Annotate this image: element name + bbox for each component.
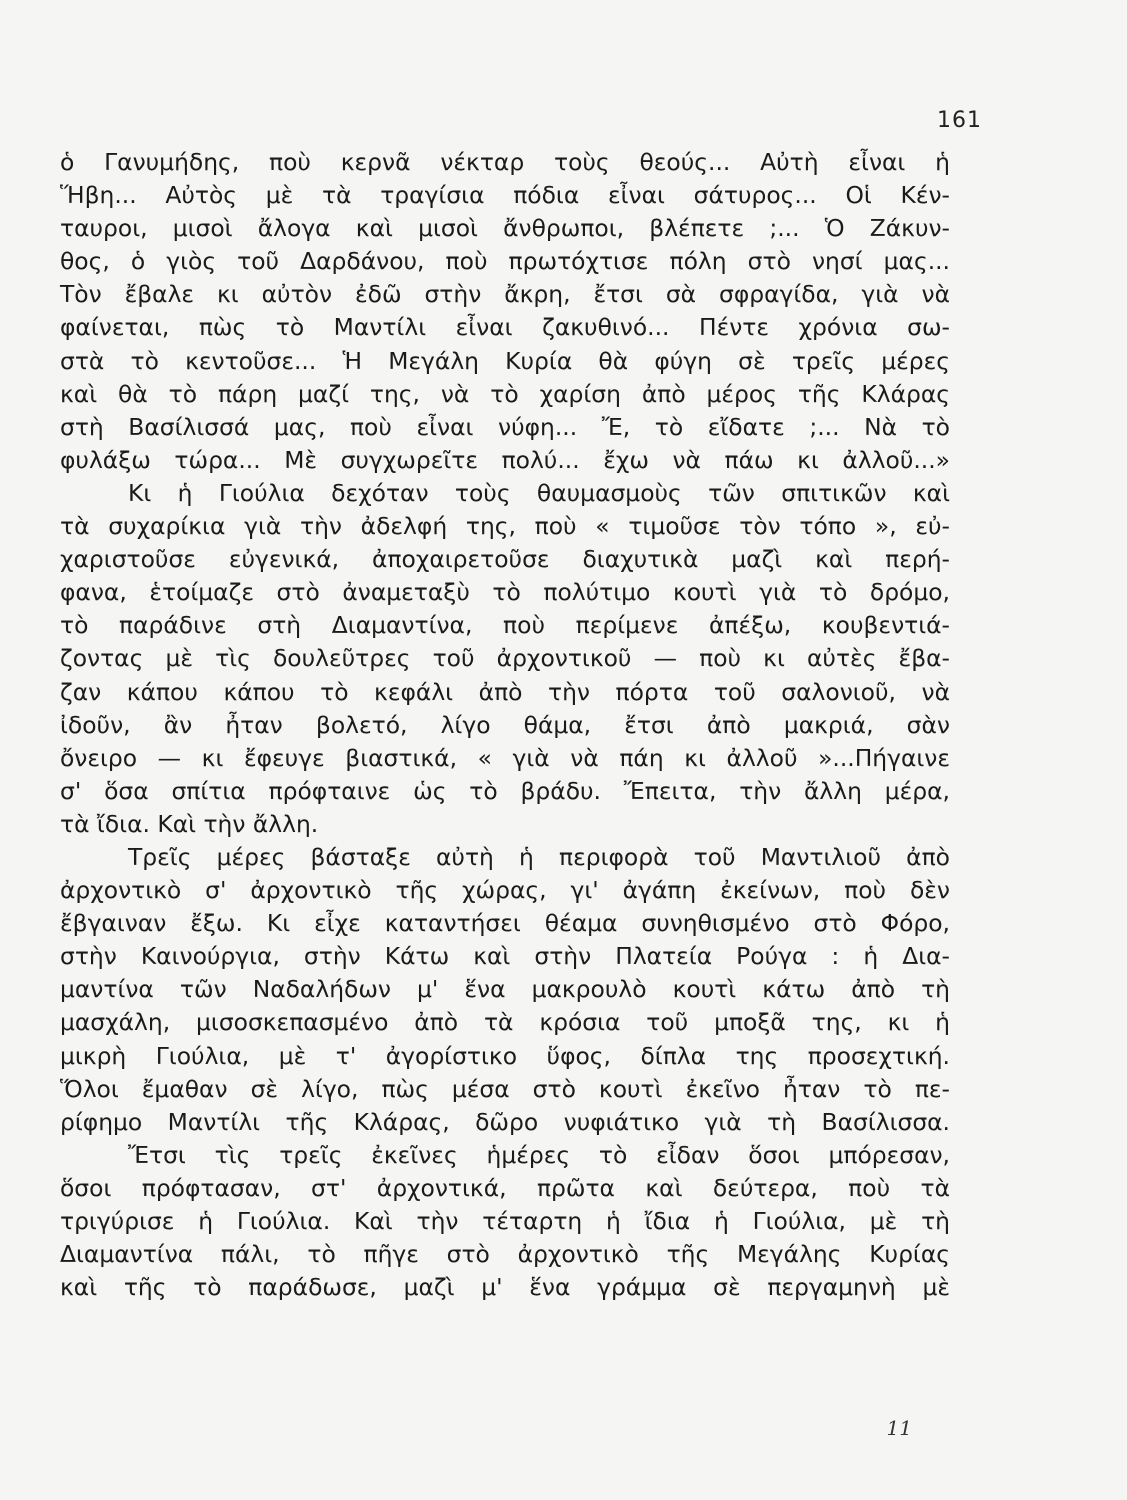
paragraph-start-line: Κι ἡ Γιούλια δεχόταν τοὺς θαυμασμοὺς τῶν σπιτικῶν καὶ <box>128 478 950 507</box>
text-line: τὸ παράδινε στὴ Διαμαντίνα, ποὺ περίμενε ἀπέξω, κουβεντιά- <box>60 611 950 640</box>
text-line: Ἥβη... Αὐτὸς μὲ τὰ τραγίσια πόδια εἶναι σάτυρος... Οἱ Κέν- <box>60 181 950 210</box>
text-line: καὶ θὰ τὸ πάρη μαζί της, νὰ τὸ χαρίση ἀπὸ μέρος τῆς Κλάρας <box>60 379 950 408</box>
text-line: σ' ὅσα σπίτια πρόφταινε ὡς τὸ βράδυ. Ἔπειτα, τὴν ἄλλη μέρα, <box>60 776 950 805</box>
text-line: τὰ συχαρίκια γιὰ τὴν ἀδελφή της, ποὺ « τιμοῦσε τὸν τόπο », εὐ- <box>60 512 950 541</box>
text-line: τριγύρισε ἡ Γιούλια. Καὶ τὴν τέταρτη ἡ ἴδια ἡ Γιούλια, μὲ τὴ <box>60 1207 950 1235</box>
text-line: ἔβγαιναν ἔξω. Κι εἶχε καταντήσει θέαμα συνηθισμένο στὸ Φόρο, <box>60 909 950 938</box>
text-line: μικρὴ Γιούλια, μὲ τ' ἀγορίστικο ὕφος, δίπλα της προσεχτική. <box>60 1041 950 1070</box>
text-line: ἀρχοντικὸ σ' ἀρχοντικὸ τῆς χώρας, γι' ἀγάπη ἐκείνων, ποὺ δὲν <box>60 876 950 905</box>
text-line: στὴν Καινούργια, στὴν Κάτω καὶ στὴν Πλατεία Ρούγα : ἡ Δια- <box>60 942 950 971</box>
text-line: Ὅλοι ἔμαθαν σὲ λίγο, πὼς μέσα στὸ κουτὶ ἐκεῖνο ἦταν τὸ πε- <box>60 1074 950 1103</box>
text-line: μαντίνα τῶν Ναδαλήδων μ' ἕνα μακρουλὸ κουτὶ κάτω ἀπὸ τὴ <box>60 975 950 1004</box>
paragraph-end-line: τὰ ἴδια. Καὶ τὴν ἄλλη. <box>60 809 319 838</box>
text-line: θος, ὁ γιὸς τοῦ Δαρδάνου, ποὺ πρωτόχτισε πόλη στὸ νησί μας... <box>60 247 950 276</box>
text-line: ὅσοι πρόφτασαν, στ' ἀρχοντικά, πρῶτα καὶ δεύτερα, ποὺ τὰ <box>60 1173 950 1202</box>
text-line: ζαν κάπου κάπου τὸ κεφάλι ἀπὸ τὴν πόρτα τοῦ σαλονιοῦ, νὰ <box>60 677 950 706</box>
text-line: ταυροι, μισοὶ ἄλογα καὶ μισοὶ ἄνθρωποι, βλέπετε ;... Ὁ Ζάκυν- <box>60 214 950 243</box>
text-line: στὴ Βασίλισσά μας, ποὺ εἶναι νύφη... Ἔ, τὸ εἴδατε ;... Νὰ τὸ <box>60 412 950 441</box>
paragraph-start-line: Ἔτσι τὶς τρεῖς ἐκεῖνες ἡμέρες τὸ εἶδαν ὅσοι μπόρεσαν, <box>128 1140 950 1169</box>
text-line: μασχάλη, μισοσκεπασμένο ἀπὸ τὰ κρόσια τοῦ μποξᾶ της, κι ἡ <box>60 1008 950 1037</box>
text-line: χαριστοῦσε εὐγενικά, ἀποχαιρετοῦσε διαχυτικὰ μαζὶ καὶ περή- <box>60 545 950 574</box>
text-line: ὁ Γανυμήδης, ποὺ κερνᾶ νέκταρ τοὺς θεούς... Αὐτὴ εἶναι ἡ <box>60 148 950 176</box>
text-line: ρίφημο Μαντίλι τῆς Κλάρας, δῶρο νυφιάτικο γιὰ τὴ Βασίλισσα. <box>60 1107 950 1136</box>
text-line: Διαμαντίνα πάλι, τὸ πῆγε στὸ ἀρχοντικὸ τῆς Μεγάλης Κυρίας <box>60 1240 950 1269</box>
text-line: στὰ τὸ κεντοῦσε... Ἡ Μεγάλη Κυρία θὰ φύγη σὲ τρεῖς μέρες <box>60 346 950 375</box>
text-line: ὄνειρο — κι ἔφευγε βιαστικά, « γιὰ νὰ πάη κι ἀλλοῦ »...Πήγαινε <box>60 743 950 772</box>
text-line: Τὸν ἔβαλε κι αὐτὸν ἐδῶ στὴν ἄκρη, ἔτσι σὰ σφραγίδα, γιὰ νὰ <box>60 280 950 309</box>
paragraph-start-line: Τρεῖς μέρες βάσταξε αὐτὴ ἡ περιφορὰ τοῦ Μαντιλιοῦ ἀπὸ <box>128 842 950 871</box>
text-line: καὶ τῆς τὸ παράδωσε, μαζὶ μ' ἕνα γράμμα σὲ περγαμηνὴ μὲ <box>60 1273 950 1302</box>
text-line: φανα, ἑτοίμαζε στὸ ἀναμεταξὺ τὸ πολύτιμο κουτὶ γιὰ τὸ δρόμο, <box>60 578 950 607</box>
text-line: φαίνεται, πὼς τὸ Μαντίλι εἶναι ζακυθινό... Πέντε χρόνια σω- <box>60 313 950 342</box>
body-text <box>60 146 950 1304</box>
text-line: ζοντας μὲ τὶς δουλεῦτρες τοῦ ἀρχοντικοῦ — ποὺ κι αὐτὲς ἔβα- <box>60 644 950 673</box>
text-line: φυλάξω τώρα... Μὲ συγχωρεῖτε πολύ... ἔχω νὰ πάω κι ἀλλοῦ...» <box>60 445 950 474</box>
page-number: 161 <box>937 108 982 133</box>
printer-signature-mark: 11 <box>886 1416 912 1440</box>
text-line: ἰδοῦν, ἂν ἦταν βολετό, λίγο θάμα, ἔτσι ἀπὸ μακριά, σὰν <box>60 710 950 739</box>
